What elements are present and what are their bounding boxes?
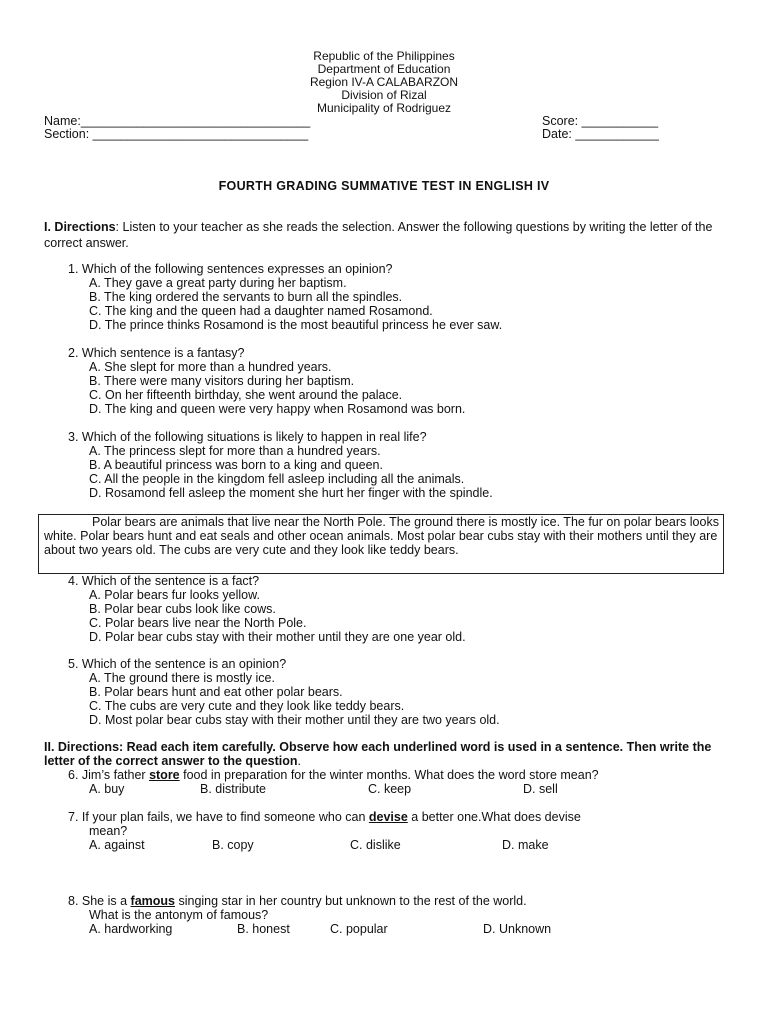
q4-option-c: C. Polar bears live near the North Pole. — [89, 616, 307, 630]
question-5: 5. Which of the sentence is an opinion? — [68, 657, 287, 671]
q8-option-b: B. honest — [237, 922, 290, 936]
q8-option-d: D. Unknown — [483, 922, 552, 936]
q4-option-d: D. Polar bear cubs stay with their mother until they are one year old. — [89, 630, 466, 644]
q5-option-b: B. Polar bears hunt and eat other polar bears. — [89, 685, 343, 699]
q7-option-d: D. make — [502, 838, 549, 852]
q2-option-a: A. She slept for more than a hundred years. — [89, 360, 332, 374]
q5-option-d: D. Most polar bear cubs stay with their mother until they are two years old. — [89, 713, 500, 727]
q6-option-a: A. buy — [89, 782, 125, 796]
question-7 — [68, 810, 581, 824]
header-line-3: Region IV-A CALABARZON — [309, 75, 459, 89]
part2-directions — [44, 740, 720, 768]
q4-option-b: B. Polar bear cubs look like cows. — [89, 602, 276, 616]
section-field: Section: _______________________________ — [44, 127, 309, 141]
q3-option-d: D. Rosamond fell asleep the moment she hurt her finger with the spindle. — [89, 486, 493, 500]
q2-option-b: B. There were many visitors during her baptism. — [89, 374, 355, 388]
q8-underlined-word: famous — [130, 894, 175, 908]
q3-option-c: C. All the people in the kingdom fell asleep including all the animals. — [89, 472, 465, 486]
q1-option-a: A. They gave a great party during her baptism. — [89, 276, 347, 290]
passage-text — [44, 515, 722, 557]
passage-body: Polar bears are animals that live near the North Pole. The ground there is mostly ice. The fur on polar bears looks white. Polar bears hunt and eat seals and other ocean animals. Most polar bear cubs stay with their mothers until they are about two years old. The cubs are very cute and they look like teddy bears. — [44, 515, 719, 557]
page-title: FOURTH GRADING SUMMATIVE TEST IN ENGLISH IV — [218, 179, 550, 193]
score-field: Score: ___________ — [542, 114, 659, 128]
question-1: 1. Which of the following sentences expresses an opinion? — [68, 262, 393, 276]
q7-pre: 7. If your plan fails, we have to find someone who can — [68, 810, 369, 824]
q8-post: singing star in her country but unknown to the rest of the world. — [175, 894, 527, 908]
q1-option-c: C. The king and the queen had a daughter named Rosamond. — [89, 304, 433, 318]
q6-underlined-word: store — [149, 768, 180, 782]
name-field: Name:_________________________________ — [44, 114, 311, 128]
q8-pre: 8. She is a — [68, 894, 131, 908]
q8-line-2: What is the antonym of famous? — [89, 908, 269, 922]
q5-option-c: C. The cubs are very cute and they look like teddy bears. — [89, 699, 405, 713]
q2-option-d: D. The king and queen were very happy when Rosamond was born. — [89, 402, 466, 416]
q3-option-b: B. A beautiful princess was born to a king and queen. — [89, 458, 383, 472]
q1-option-d: D. The prince thinks Rosamond is the most beautiful princess he ever saw. — [89, 318, 503, 332]
q5-option-a: A. The ground there is mostly ice. — [89, 671, 275, 685]
part1-directions — [44, 219, 720, 251]
question-8 — [68, 894, 527, 908]
question-6 — [68, 768, 599, 782]
q1-option-b: B. The king ordered the servants to burn all the spindles. — [89, 290, 403, 304]
q6-option-c: C. keep — [368, 782, 412, 796]
q7-line-2: mean? — [89, 824, 128, 838]
q6-option-b: B. distribute — [200, 782, 267, 796]
q2-option-c: C. On her fifteenth birthday, she went around the palace. — [89, 388, 403, 402]
q8-option-a: A. hardworking — [89, 922, 173, 936]
q7-post: a better one.What does devise — [407, 810, 581, 824]
part1-text: : Listen to your teacher as she reads the selection. Answer the following questions by writing the letter of the correct answer. — [44, 220, 713, 250]
header-line-2: Department of Education — [317, 62, 451, 76]
q8-option-c: C. popular — [330, 922, 388, 936]
header-line-4: Division of Rizal — [341, 88, 427, 102]
question-3: 3. Which of the following situations is likely to happen in real life? — [68, 430, 427, 444]
part2-end: . — [297, 754, 301, 768]
q4-option-a: A. Polar bears fur looks yellow. — [89, 588, 260, 602]
q7-option-b: B. copy — [212, 838, 254, 852]
q7-underlined-word: devise — [368, 810, 408, 824]
part1-label: I. Directions — [44, 220, 116, 234]
q3-option-a: A. The princess slept for more than a hundred years. — [89, 444, 381, 458]
header-line-1: Republic of the Philippines — [313, 49, 455, 63]
date-field: Date: ____________ — [542, 127, 659, 141]
q7-option-c: C. dislike — [350, 838, 401, 852]
header-line-5: Municipality of Rodriguez — [316, 101, 452, 115]
q7-option-a: A. against — [89, 838, 145, 852]
q6-pre: 6. Jim’s father — [68, 768, 150, 782]
q6-post: food in preparation for the winter months. What does the word store mean? — [179, 768, 599, 782]
question-2: 2. Which sentence is a fantasy? — [68, 346, 245, 360]
q6-option-d: D. sell — [523, 782, 558, 796]
part2-text: II. Directions: Read each item carefully. Observe how each underlined word is used in a sentence. Then write the letter of the correct answer to the question — [44, 740, 712, 768]
question-4: 4. Which of the sentence is a fact? — [68, 574, 260, 588]
